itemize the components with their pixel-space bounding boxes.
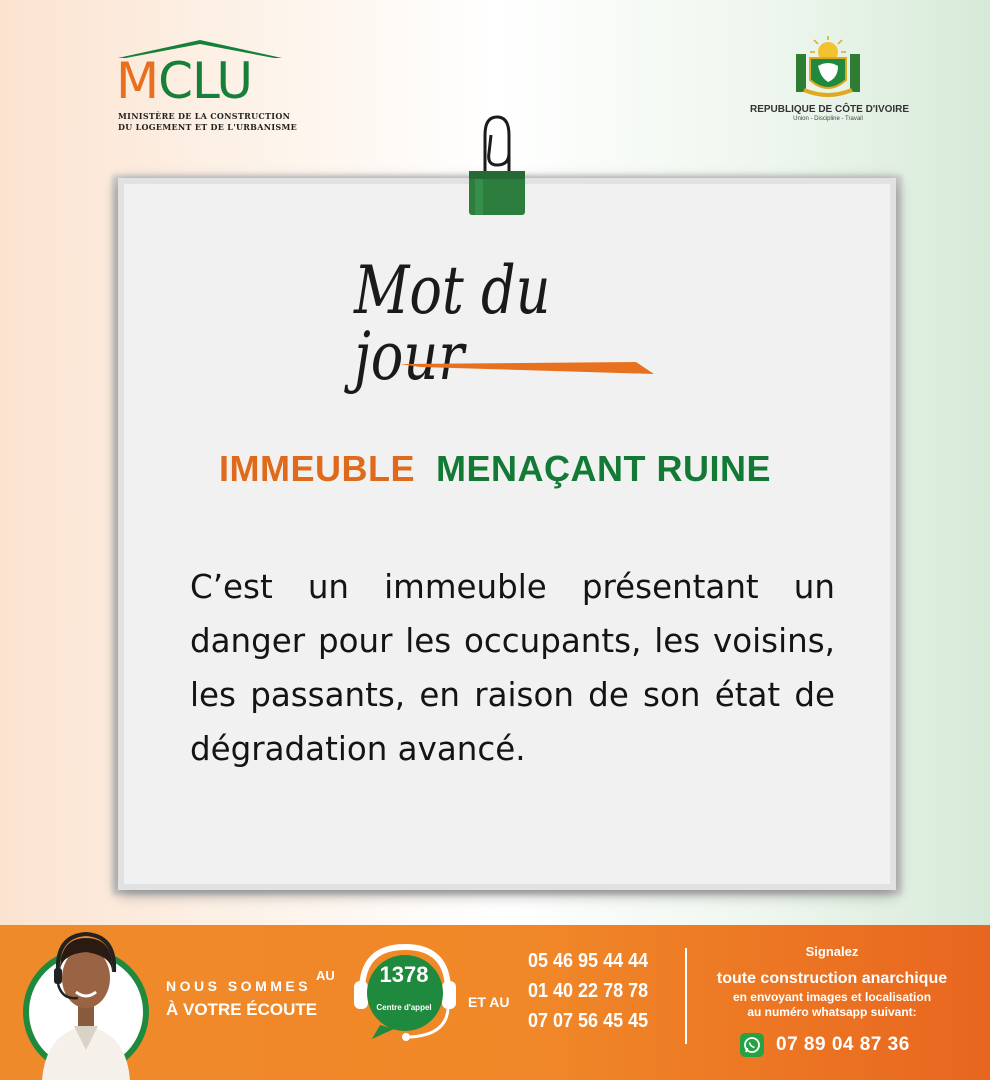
report-line2: au numéro whatsapp suivant: bbox=[747, 1005, 917, 1019]
phone-number[interactable]: 01 40 22 78 78 bbox=[528, 980, 649, 1002]
term-part2: MENAÇANT RUINE bbox=[436, 448, 771, 489]
whatsapp-contact[interactable] bbox=[740, 1032, 910, 1058]
call-center-number: 1378 bbox=[379, 962, 429, 987]
au-label: AU bbox=[316, 968, 335, 983]
whatsapp-number[interactable]: 07 89 04 87 36 bbox=[776, 1034, 910, 1055]
report-line1: en envoyant images et localisation bbox=[732, 990, 932, 1004]
call-center-agent-image bbox=[22, 900, 150, 1080]
ministry-name bbox=[118, 111, 297, 133]
call-center-label: Centre d'appel bbox=[376, 1003, 432, 1012]
report-subject: toute construction anarchique bbox=[716, 970, 948, 987]
title-underline bbox=[400, 360, 654, 376]
listen-text bbox=[166, 978, 317, 1020]
coat-of-arms-icon bbox=[788, 36, 868, 102]
ministry-name-line1: MINISTÈRE DE LA CONSTRUCTION bbox=[118, 111, 291, 121]
report-block bbox=[698, 944, 966, 1019]
country-name: REPUBLIQUE DE CÔTE D'IVOIRE bbox=[750, 104, 910, 115]
card-title: Mot du jour bbox=[354, 252, 551, 395]
ministry-name-line2: DU LOGEMENT ET DE L'URBANISME bbox=[118, 122, 298, 132]
mclu-logo-text: MCLU bbox=[116, 52, 253, 110]
country-motto: Union - Discipline - Travail bbox=[793, 116, 863, 122]
listen-line2: À VOTRE ÉCOUTE bbox=[166, 1000, 318, 1019]
footer-divider bbox=[685, 948, 687, 1044]
listen-line1: NOUS SOMMES bbox=[166, 978, 312, 994]
coat-of-arms bbox=[750, 36, 910, 146]
term-part1: IMMEUBLE bbox=[218, 448, 415, 489]
phone-number[interactable]: 05 46 95 44 44 bbox=[528, 950, 649, 972]
report-title: Signalez bbox=[805, 944, 859, 959]
phone-number[interactable]: 07 07 56 45 45 bbox=[528, 1010, 649, 1032]
binder-clip-icon bbox=[465, 113, 529, 218]
mclu-logo bbox=[112, 38, 298, 138]
et-au-label: ET AU bbox=[468, 994, 510, 1010]
term-heading bbox=[0, 448, 990, 490]
phone-list bbox=[528, 946, 648, 1036]
whatsapp-icon bbox=[740, 1033, 764, 1057]
headset-icon bbox=[350, 935, 460, 1045]
definition-text: C’est un immeuble présentant un danger pour les occupants, les voisins, les passants, en raison de son état de dégradation avancé. bbox=[190, 568, 835, 768]
